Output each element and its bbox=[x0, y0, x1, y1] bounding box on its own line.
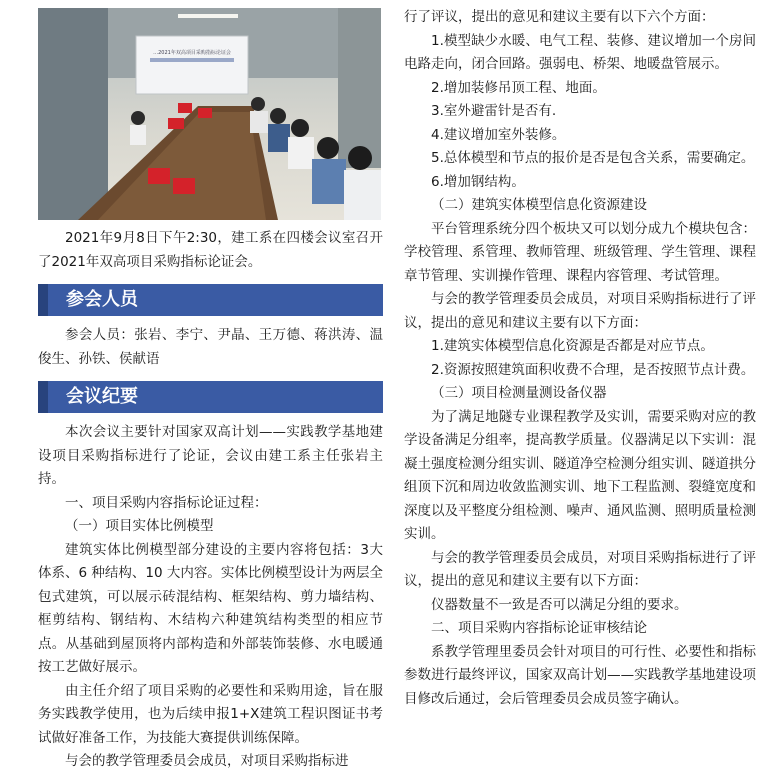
section-title-attendees: 参会人员 bbox=[38, 284, 383, 316]
subsection-3-body: 为了满足地隧专业课程教学及实训，需要采购对应的教学设备满足分组率，提高教学质量。仪器满足以下实训：混凝土强度检测分组实训、隧道净空检测分组实训、隧道拱分组顶下沉和周边收敛监测实训、地下工程监测、裂缝宽度和深度以及平整度分组检测、噪声、通风监测、照明质量检测实训。 bbox=[404, 408, 756, 542]
subsection-1-title: （一）项目实体比例模型 bbox=[65, 518, 214, 534]
process-title: 一、项目采购内容指标论证过程： bbox=[65, 494, 268, 511]
list-item: 4.建议增加室外装修。 bbox=[431, 126, 566, 143]
subsection-3-para2: 与会的教学管理委员会成员，对项目采购指标进行了评议，提出的意见和建议主要有以下方面： bbox=[404, 549, 756, 589]
part-2-body: 系教学管理里委员会针对项目的可行性、必要性和指标参数进行最终评议，国家双高计划——实践教学基地建设项目修改后通过，会后管理委员会成员签字确认。 bbox=[404, 643, 756, 707]
subsection-1-para3: 与会的教学管理委员会成员，对项目采购指标进 bbox=[65, 753, 349, 769]
screen-text: …2021年双高项目采购指标论证会 bbox=[153, 50, 231, 56]
subsection-2-body: 平台管理系统分四个板块又可以划分成九个模块包含：学校管理、系管理、教师管理、班级管理、学生管理、课程章节管理、实训操作管理、课程内容管理、考试管理。 bbox=[404, 220, 756, 284]
list-item: 2.资源按照建筑面积收费不合理，是否按照节点计费。 bbox=[431, 361, 755, 378]
part-2-title: 二、项目采购内容指标论证审核结论 bbox=[431, 620, 647, 636]
subsection-3-title: （三）项目检测量测设备仪器 bbox=[431, 385, 607, 401]
list-item: 3.室外避雷针是否有. bbox=[431, 103, 557, 119]
list-item: 1.模型缺少水暖、电气工程、装修、建议增加一个房间电路走向，闭合回路。强弱电、桥架、地暖盘管展示。 bbox=[404, 32, 756, 72]
review-continuation: 行了评议，提出的意见和建议主要有以下六个方面： bbox=[404, 9, 715, 25]
subsection-2-title: （二）建筑实体模型信息化资源建设 bbox=[431, 197, 647, 213]
subsection-1-body: 建筑实体比例模型部分建设的主要内容将包括：3大体系、6 种结构、10 大内容。实体比例模型设计为两层全包式建筑，可以展示砖混结构、框架结构、剪力墙结构、框剪结构、钢结构、木结构六种建筑结构类型的相应节点。从基础到屋顶将内部构造和外部装饰装修、水电暖通按工艺做好展示。 bbox=[38, 541, 383, 675]
subsection-3-para3: 仪器数量不一致是否可以满足分组的要求。 bbox=[431, 596, 688, 613]
attendees-text: 参会人员：张岩、李宁、尹晶、王万德、蒋洪涛、温俊生、孙铁、侯献语 bbox=[38, 327, 383, 367]
list-item: 5.总体模型和节点的报价是否是包含关系，需要确定。 bbox=[431, 150, 755, 166]
list-item: 1.建筑实体模型信息化资源是否都是对应节点。 bbox=[431, 338, 714, 354]
right-column bbox=[404, 6, 756, 711]
subsection-1-para2: 由主任介绍了项目采购的必要性和采购用途，旨在服务实践教学使用，也为后续申报1+X建筑工程识图证书考试做好准备工作，为技能大赛提供训练保障。 bbox=[38, 682, 383, 746]
list-item: 6.增加钢结构。 bbox=[431, 173, 525, 190]
photo-caption: 2021年9月8日下午2:30，建工系在四楼会议室召开了2021年双高项目采购指标论证会。 bbox=[38, 230, 383, 270]
intro-text: 本次会议主要针对国家双高计划——实践教学基地建设项目采购指标进行了论证，会议由建工系主任张岩主持。 bbox=[38, 424, 383, 487]
meeting-photo-illustration bbox=[38, 8, 381, 220]
subsection-2-para2: 与会的教学管理委员会成员，对项目采购指标进行了评议，提出的意见和建议主要有以下方面： bbox=[404, 291, 756, 331]
meeting-photo bbox=[38, 8, 381, 220]
list-item: 2.增加装修吊顶工程、地面。 bbox=[431, 79, 606, 96]
left-column bbox=[38, 227, 383, 774]
section-title-minutes: 会议纪要 bbox=[38, 381, 383, 413]
